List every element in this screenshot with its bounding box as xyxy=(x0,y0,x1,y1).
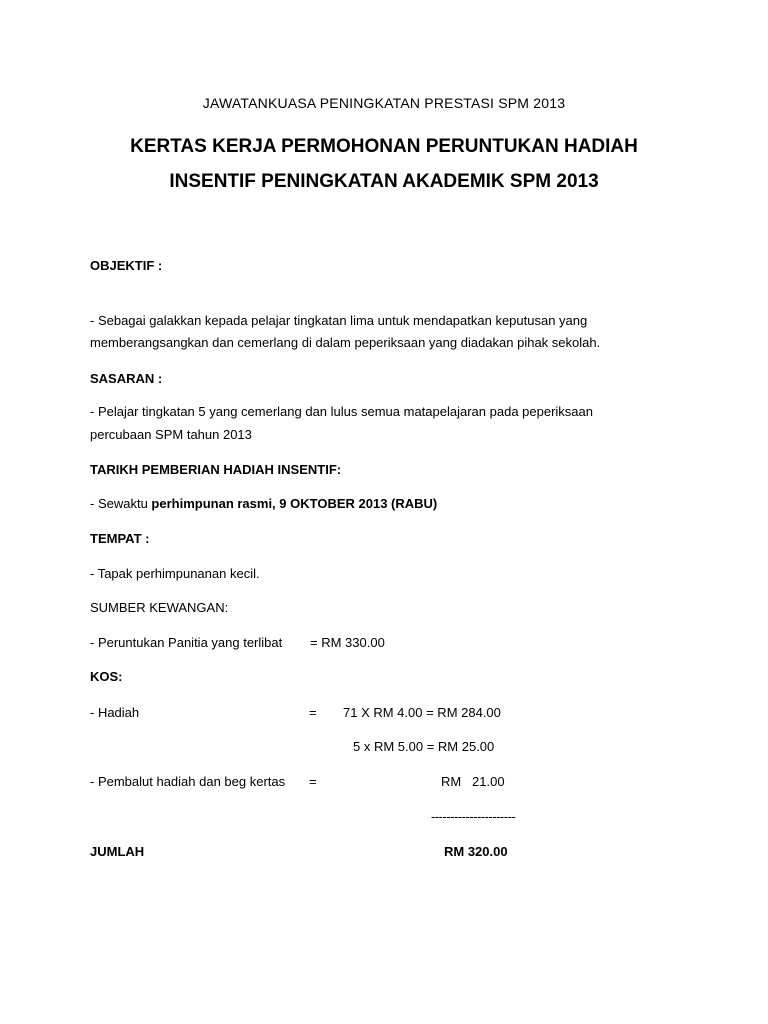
sumber-value: = RM 330.00 xyxy=(310,635,385,650)
tarikh-heading: TARIKH PEMBERIAN HADIAH INSENTIF: xyxy=(90,462,342,477)
pembalut-label: - Pembalut hadiah dan beg kertas xyxy=(90,774,286,789)
tarikh-prefix: - Sewaktu xyxy=(90,496,152,511)
tempat-text: - Tapak perhimpunanan kecil. xyxy=(90,566,260,581)
sasaran-heading: SASARAN : xyxy=(90,371,163,386)
sasaran-text-line-2: percubaan SPM tahun 2013 xyxy=(90,427,252,442)
sumber-label: - Peruntukan Panitia yang terlibat xyxy=(90,635,283,650)
pembalut-equals: = xyxy=(309,774,317,789)
jumlah-label: JUMLAH xyxy=(90,844,145,859)
hadiah-label: - Hadiah xyxy=(90,705,140,720)
tarikh-date: perhimpunan rasmi, 9 OKTOBER 2013 (RABU) xyxy=(151,496,438,511)
objektif-text-line-2: memberangsangkan dan cemerlang di dalam peperiksaan yang diadakan pihak sekolah. xyxy=(90,335,601,350)
sasaran-text-line-1: - Pelajar tingkatan 5 yang cemerlang dan lulus semua matapelajaran pada peperiksaan xyxy=(90,404,593,419)
tempat-heading: TEMPAT : xyxy=(90,531,150,546)
sumber-heading: SUMBER KEWANGAN: xyxy=(90,600,229,615)
sum-separator: ---------------------- xyxy=(431,809,516,824)
hadiah-equals: = xyxy=(309,705,317,720)
pembalut-value: RM 21.00 xyxy=(441,774,505,789)
document-title-line-2: INSENTIF PENINGKATAN AKADEMIK SPM 2013 xyxy=(169,171,599,192)
hadiah-calc-2: 5 x RM 5.00 = RM 25.00 xyxy=(353,739,495,754)
kos-heading: KOS: xyxy=(90,669,123,684)
objektif-heading: OBJEKTIF : xyxy=(90,258,163,273)
jumlah-value: RM 320.00 xyxy=(444,844,508,859)
hadiah-calc-1: 71 X RM 4.00 = RM 284.00 xyxy=(343,705,501,720)
committee-name: JAWATANKUASA PENINGKATAN PRESTASI SPM 2013 xyxy=(202,95,566,111)
document-title-line-1: KERTAS KERJA PERMOHONAN PERUNTUKAN HADIAH xyxy=(130,136,638,157)
objektif-text-line-1: - Sebagai galakkan kepada pelajar tingkatan lima untuk mendapatkan keputusan yang xyxy=(90,313,588,328)
tarikh-text xyxy=(90,496,437,512)
